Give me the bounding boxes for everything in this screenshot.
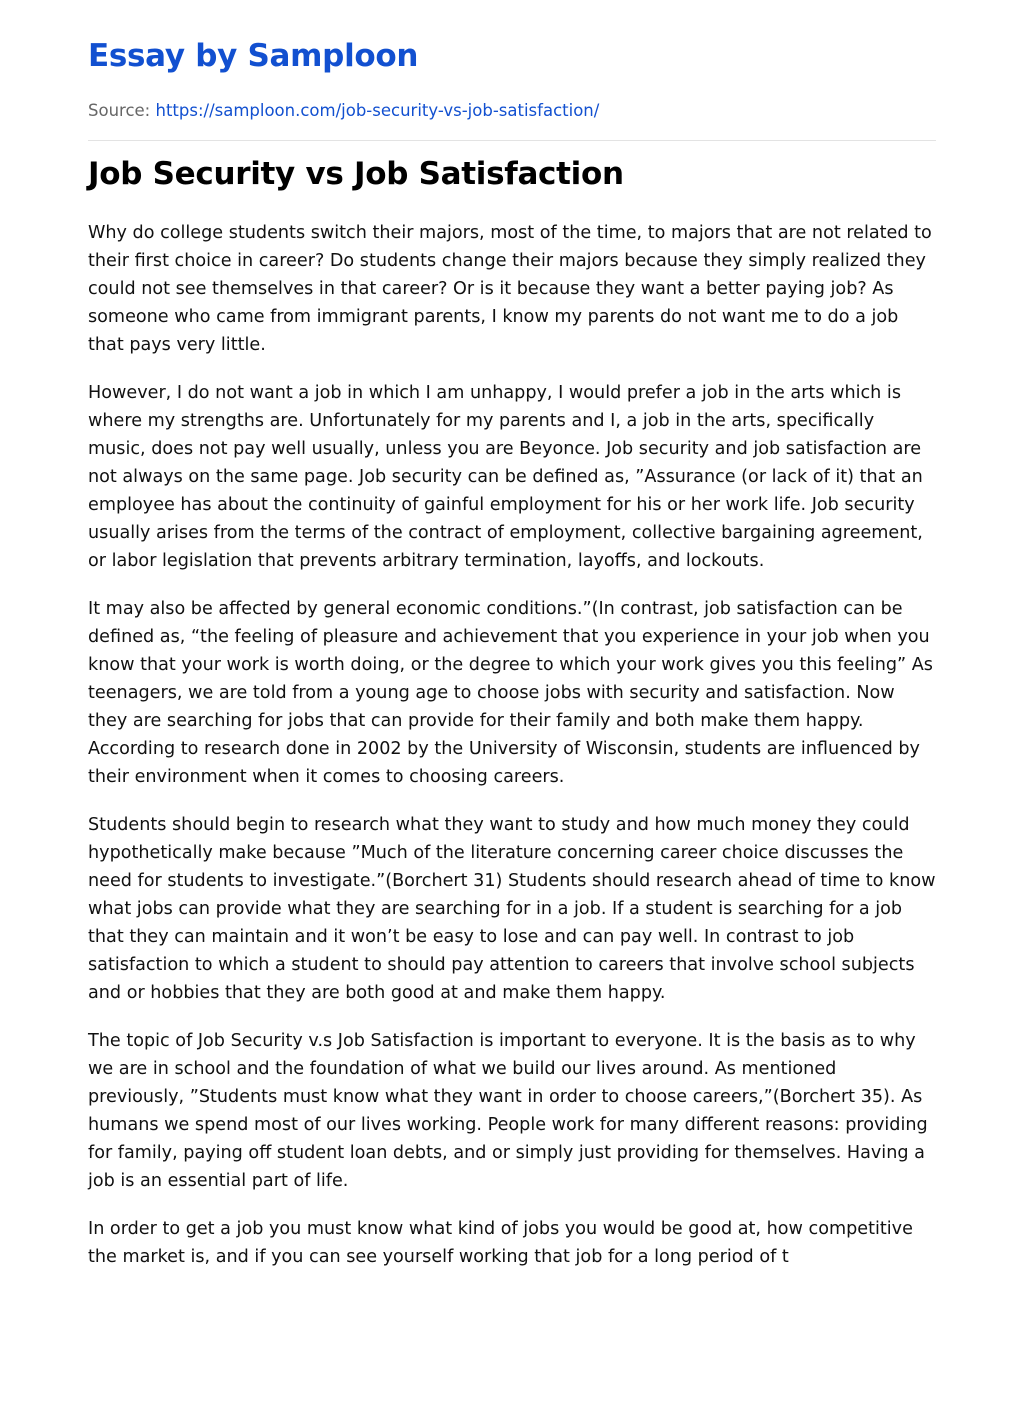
paragraph: However, I do not want a job in which I am unhappy, I would prefer a job in the arts which is where my strengths are. Unfortunately for my parents and I, a job in the arts, specifically music, does not pay well usually, unless you are Beyonce. Job security and job satisfaction are not always on the same page. Job security can be defined as, ”Assurance (or lack of it) that an employee has about the continuity of gainful employment for his or her work life. Job security usually arises from the terms of the contract of employment, collective bargaining agreement, or labor legislation that prevents arbitrary termination, layoffs, and lockouts. <box>88 383 923 571</box>
essay-body <box>88 219 936 1271</box>
essay-title: Job Security vs Job Satisfaction <box>88 156 624 192</box>
paragraph: In order to get a job you must know what kind of jobs you would be good at, how competitive the market is, and if you can see yourself working that job for a long period of t <box>88 1219 913 1267</box>
paragraph: Students should begin to research what they want to study and how much money they could hypothetically make because ”Much of the literature concerning career choice discusses the need for students to investigate.”(Borchert 31) Students should research ahead of time to know what jobs can provide what they are searching for in a job. If a student is searching for a job that they can maintain and it won’t be easy to lose and can pay well. In contrast to job satisfaction to which a student to should pay attention to careers that involve school subjects and or hobbies that they are both good at and make them happy. <box>88 815 936 1003</box>
paragraph: It may also be affected by general economic conditions.”(In contrast, job satisfaction can be defined as, “the feeling of pleasure and achievement that you experience in your job when you know that your work is worth doing, or the degree to which your work gives you this feeling” As teenagers, we are told from a young age to choose jobs with security and satisfaction. Now they are searching for jobs that can provide for their family and both make them happy. According to research done in 2002 by the University of Wisconsin, students are influenced by their environment when it comes to choosing careers. <box>88 599 933 787</box>
source-link[interactable]: https://samploon.com/job-security-vs-job-satisfaction/ <box>155 101 600 120</box>
paragraph: The topic of Job Security v.s Job Satisfaction is important to everyone. It is the basis as to why we are in school and the foundation of what we build our lives around. As mentioned previously, ”Students must know what they want in order to choose careers,”(Borchert 35). As humans we spend most of our lives working. People work for many different reasons: providing for family, paying off student loan debts, and or simply just providing for themselves. Having a job is an essential part of life. <box>88 1031 928 1191</box>
paragraph: Why do college students switch their majors, most of the time, to majors that are not related to their first choice in career? Do students change their majors because they simply realized they could not see themselves in that career? Or is it because they want a better paying job? As someone who came from immigrant parents, I know my parents do not want me to do a job that pays very little. <box>88 223 932 355</box>
brand-title: Essay by Samploon <box>88 38 419 74</box>
source-line <box>88 99 936 123</box>
source-label: Source: <box>88 101 151 120</box>
divider <box>88 140 936 141</box>
essay-page <box>88 0 936 1291</box>
